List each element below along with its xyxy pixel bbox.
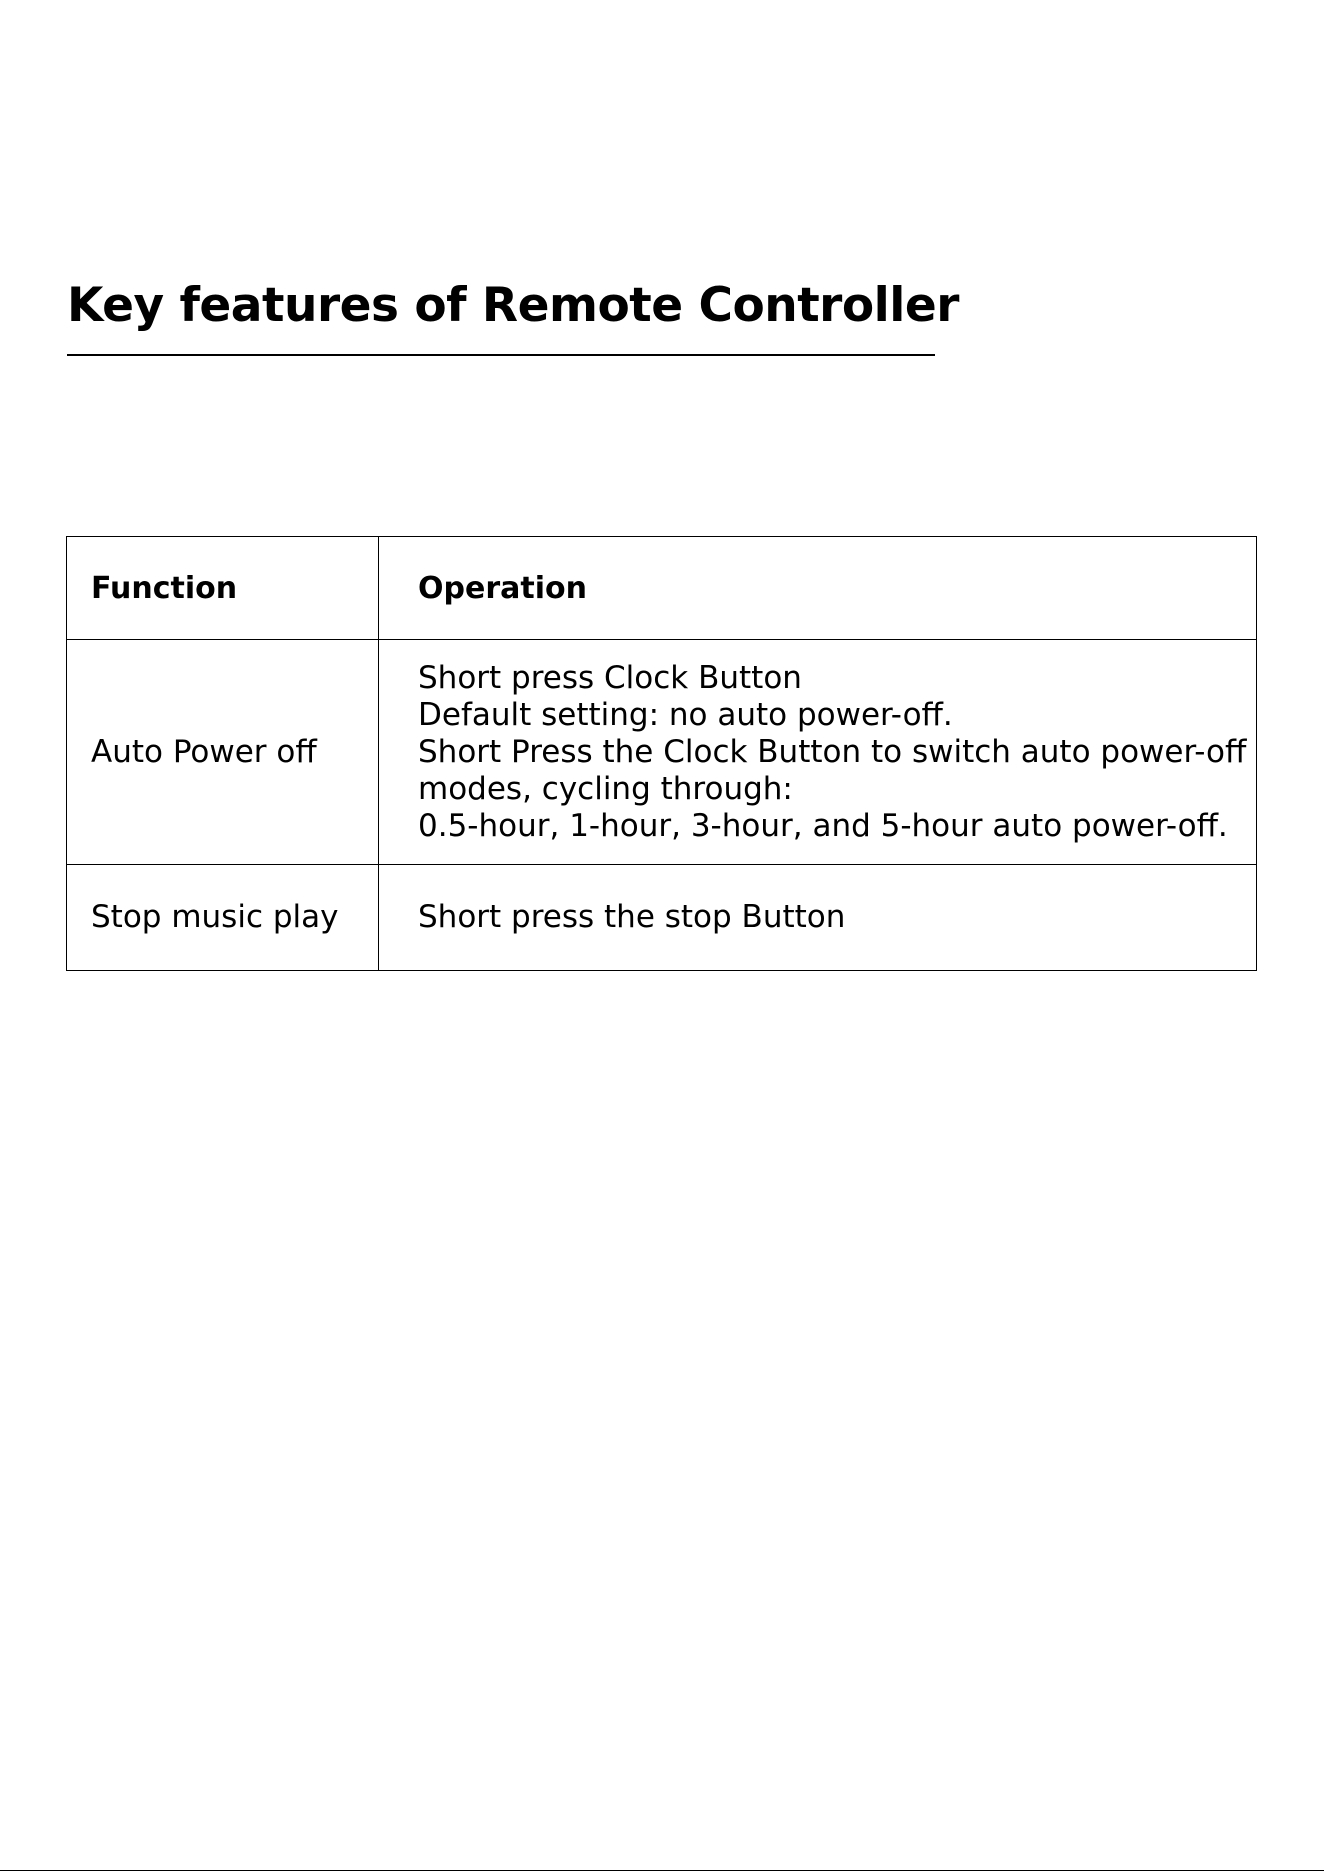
header-operation: Operation [379, 537, 1257, 640]
page-title: Key features of Remote Controller [67, 278, 959, 333]
header-function: Function [67, 537, 379, 640]
features-table [66, 536, 1257, 971]
table-row [67, 865, 1257, 971]
operation-line: 0.5-hour, 1-hour, 3-hour, and 5-hour auto power-off. [418, 807, 1228, 844]
table-header-row [67, 537, 1257, 640]
operation-line: Default setting: no auto power-off. [418, 696, 953, 733]
table-row [67, 640, 1257, 865]
page-bottom-edge [0, 1870, 1324, 1871]
operation-cell [379, 640, 1257, 865]
operation-line: Short press the stop Button [418, 899, 846, 935]
function-cell: Auto Power off [67, 640, 379, 865]
operation-cell [379, 865, 1257, 971]
function-cell: Stop music play [67, 865, 379, 971]
title-underline [67, 354, 935, 356]
operation-line: Short press Clock Button [418, 659, 802, 696]
operation-line: modes, cycling through: [418, 770, 793, 807]
operation-line: Short Press the Clock Button to switch auto power-off [418, 733, 1247, 770]
